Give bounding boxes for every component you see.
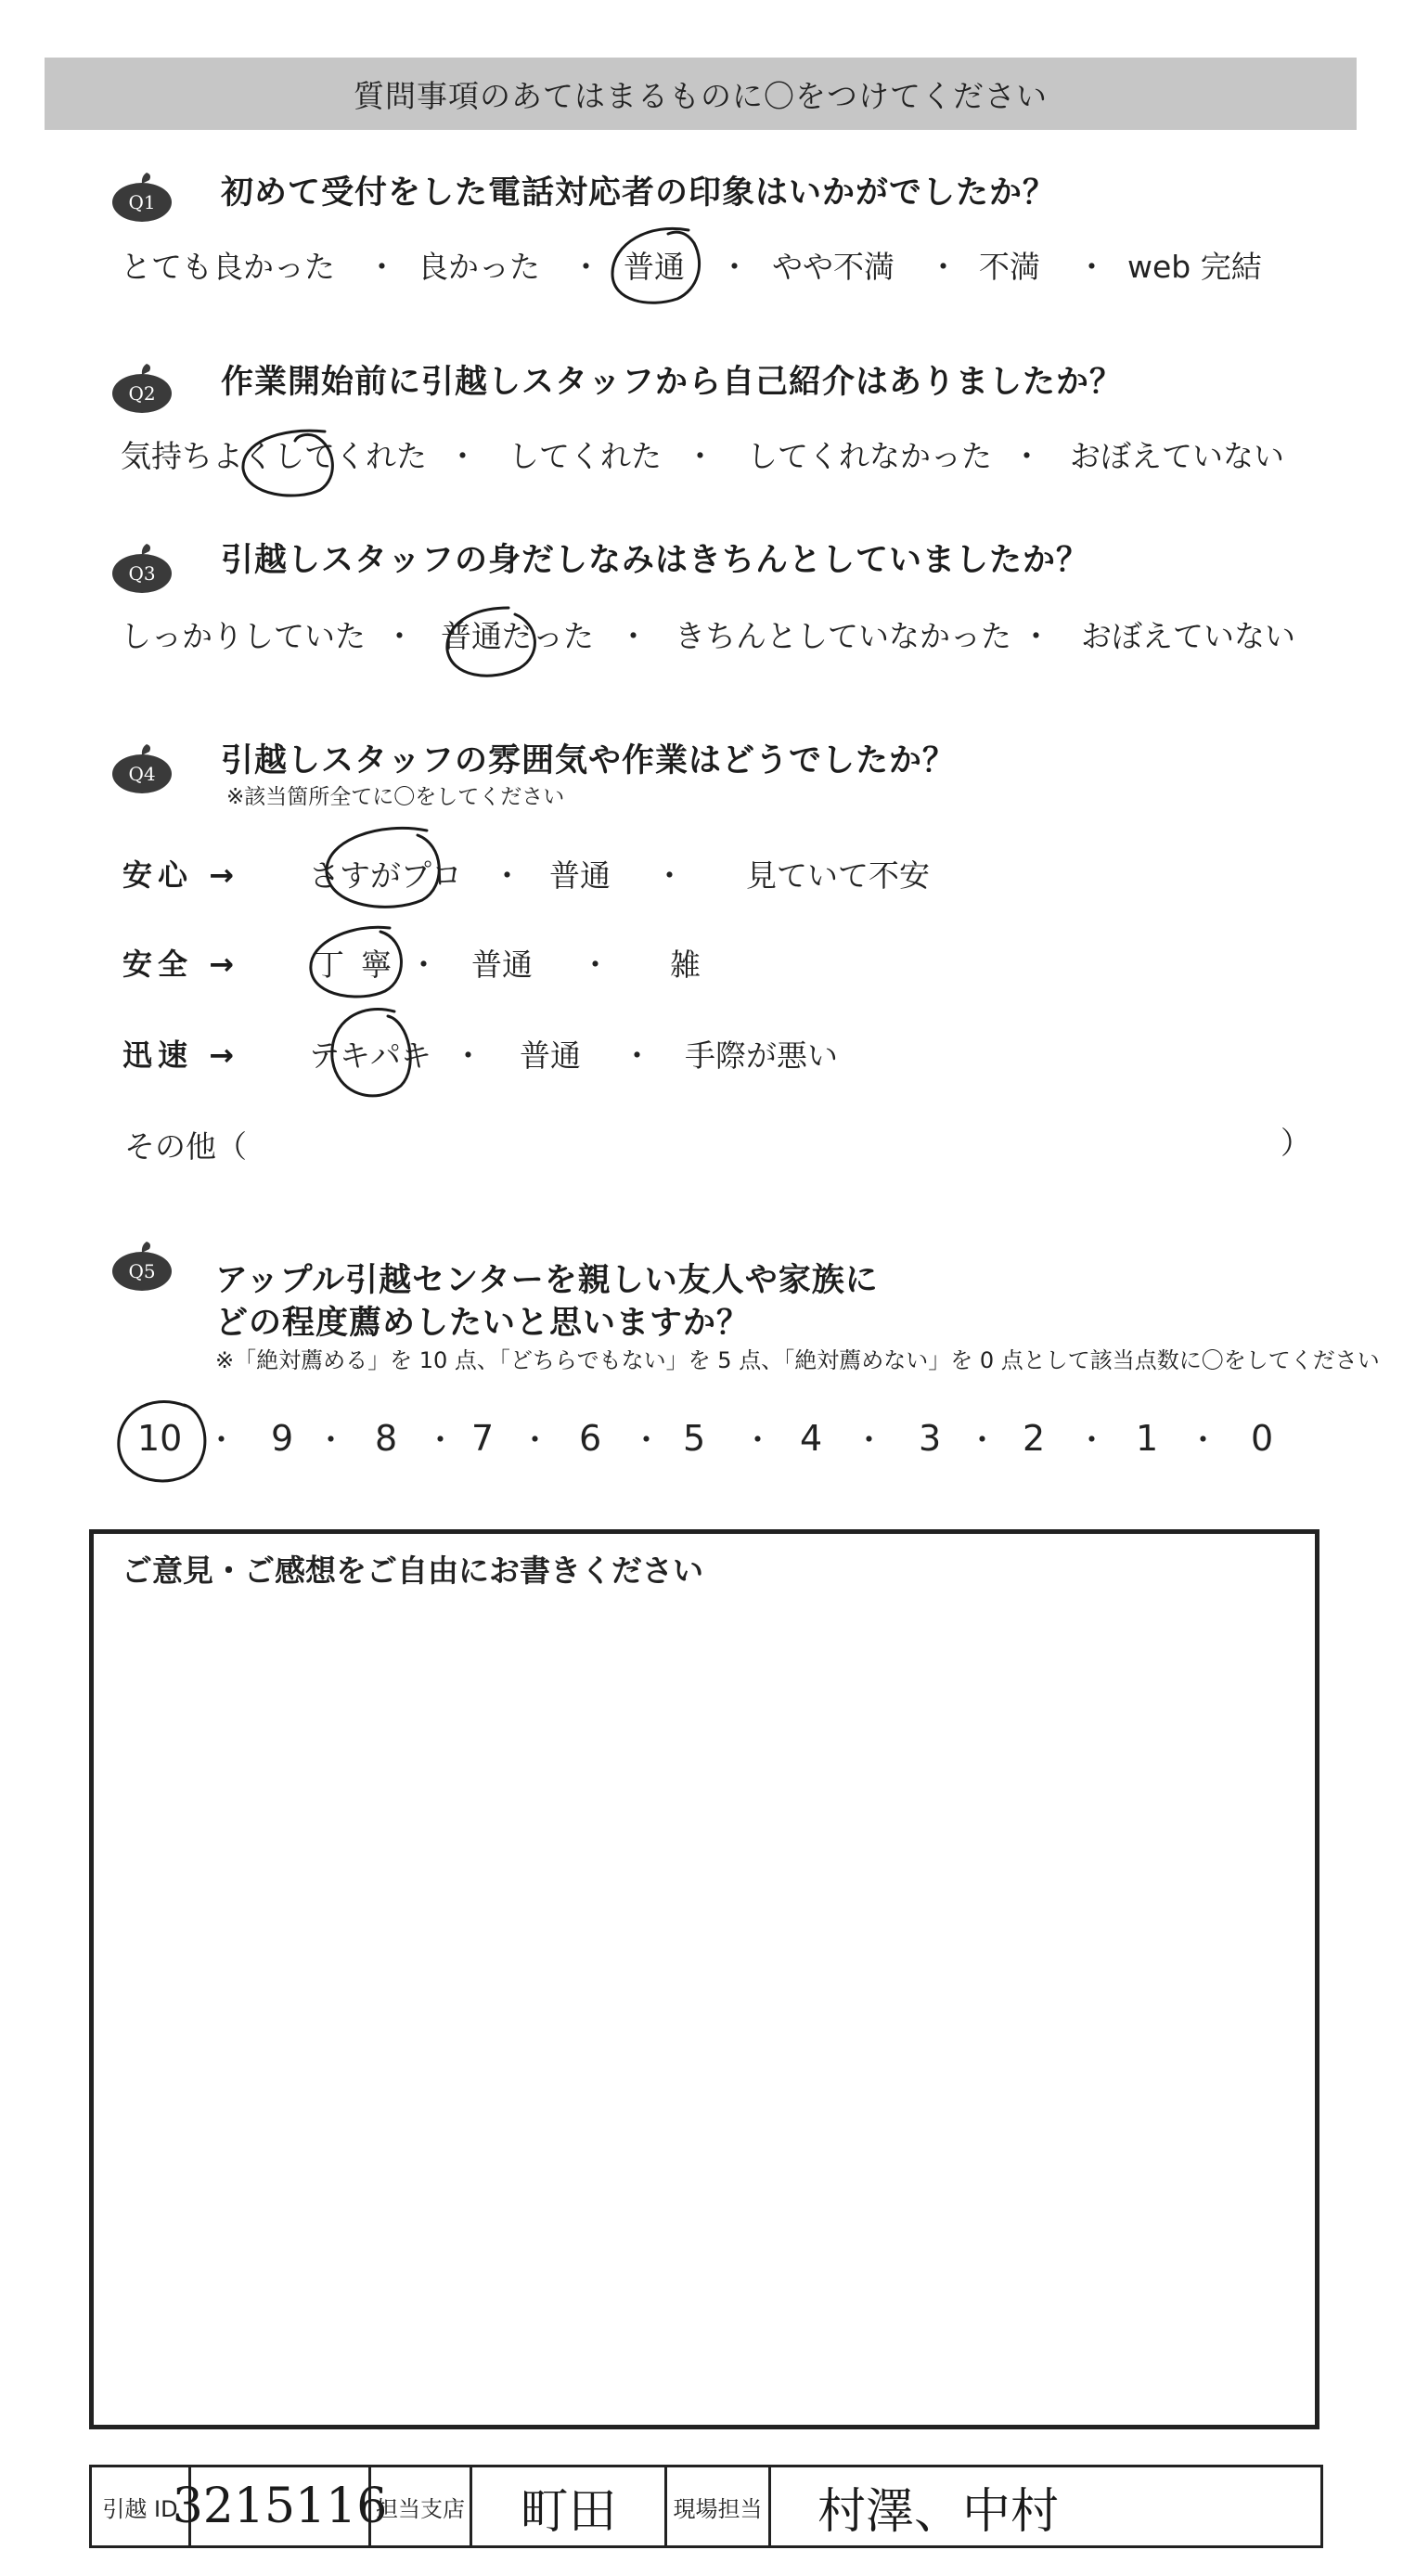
branch-label: 担当支店 [376, 2495, 465, 2522]
q5-score-1[interactable]: 1 [1136, 1418, 1159, 1459]
separator-dot: ・ [384, 618, 415, 654]
separator-dot: ・ [967, 1422, 998, 1458]
q5-note: ※「絶対薦める」を 10 点、「どちらでもない」を 5 点、「絶対薦めない」を 0 点として該当点数に〇をしてください [215, 1347, 1380, 1373]
q3-badge [100, 536, 184, 594]
separator-dot: ・ [654, 857, 685, 894]
q5-score-2[interactable]: 2 [1023, 1418, 1046, 1459]
q5-score-7[interactable]: 7 [471, 1418, 495, 1459]
comments-box[interactable] [89, 1529, 1319, 2429]
q2-option-1-selected[interactable]: 気持ちよくしてくれた [121, 438, 427, 474]
q1-option-6[interactable]: web 完結 [1127, 249, 1262, 285]
separator-dot: ・ [928, 249, 959, 285]
q4-row-label-anshin: 安心 → [122, 857, 239, 893]
q3-option-1[interactable]: しっかりしていた [121, 618, 366, 654]
q2-option-4[interactable]: おぼえていない [1070, 438, 1284, 474]
q1-title: 初めて受付をした電話対応者の印象はいかがでしたか？ [221, 174, 1057, 212]
site-value: 村澤、中村 [817, 2483, 1060, 2540]
q5-badge-label: Q5 [128, 1260, 156, 1282]
q5-score-10-selected[interactable]: 10 [137, 1418, 183, 1459]
separator-dot: ・ [315, 1422, 346, 1458]
q4-anzen-option-2[interactable]: 普通 [471, 947, 533, 983]
separator-dot: ・ [206, 1422, 237, 1458]
q1-option-3-selected[interactable]: 普通 [624, 249, 685, 285]
q5-score-8[interactable]: 8 [375, 1418, 398, 1459]
separator-dot: ・ [1188, 1422, 1218, 1458]
q5-score-3[interactable]: 3 [919, 1418, 942, 1459]
separator-dot: ・ [571, 249, 601, 285]
q4-badge-label: Q4 [128, 763, 156, 785]
q5-score-6[interactable]: 6 [579, 1418, 602, 1459]
footer-table [89, 2465, 1323, 2548]
comments-text[interactable] [122, 1599, 1287, 2406]
q1-badge-label: Q1 [128, 191, 156, 213]
q5-badge [100, 1234, 184, 1292]
separator-dot: ・ [1076, 1422, 1107, 1458]
separator-dot: ・ [854, 1422, 884, 1458]
q5-score-9[interactable]: 9 [271, 1418, 294, 1459]
q4-anshin-option-3[interactable]: 見ていて不安 [746, 857, 930, 894]
q1-option-4[interactable]: やや不満 [772, 249, 895, 285]
separator-dot: ・ [742, 1422, 773, 1458]
q1-option-2[interactable]: 良かった [418, 249, 540, 285]
move-id-cell[interactable] [172, 2467, 388, 2545]
q5-score-5[interactable]: 5 [683, 1418, 706, 1459]
q5-title-line2: どの程度薦めしたいと思いますか？ [215, 1305, 751, 1342]
separator-dot: ・ [447, 438, 478, 474]
q5-title-line1: アップル引越センターを親しい友人や家族に [215, 1262, 879, 1299]
q2-option-3[interactable]: してくれなかった [747, 438, 992, 474]
separator-dot: ・ [453, 1037, 483, 1074]
q3-badge-label: Q3 [128, 562, 156, 585]
move-id-value: 3215116 [172, 2479, 388, 2534]
site-label: 現場担当 [673, 2495, 763, 2522]
site-label-cell [667, 2467, 771, 2545]
q5-score-4[interactable]: 4 [800, 1418, 823, 1459]
site-cell[interactable] [771, 2467, 1320, 2545]
separator-dot: ・ [408, 947, 439, 983]
q2-title: 作業開始前に引越しスタッフから自己紹介はありましたか？ [221, 364, 1124, 401]
branch-cell[interactable] [472, 2467, 667, 2545]
q4-anzen-option-1-selected[interactable]: 丁寧 [314, 947, 408, 983]
separator-dot: ・ [1021, 618, 1051, 654]
separator-dot: ・ [1011, 438, 1042, 474]
branch-label-cell [371, 2467, 472, 2545]
q3-option-2-selected[interactable]: 普通だった [441, 618, 594, 654]
q4-title: 引越しスタッフの雰囲気や作業はどうでしたか？ [221, 742, 957, 779]
separator-dot: ・ [631, 1422, 662, 1458]
q1-option-1[interactable]: とても良かった [121, 249, 335, 285]
q4-jinsoku-option-3[interactable]: 手際が悪い [685, 1037, 838, 1074]
q4-anshin-option-1-selected[interactable]: さすがプロ [309, 857, 462, 894]
separator-dot: ・ [618, 618, 649, 654]
q3-option-4[interactable]: おぼえていない [1081, 618, 1295, 654]
q4-anzen-option-3[interactable]: 雑 [670, 947, 701, 983]
header-title: 質問事項のあてはまるものに〇をつけてください [354, 77, 1048, 114]
separator-dot: ・ [425, 1422, 456, 1458]
q4-badge [100, 737, 184, 794]
separator-dot: ・ [622, 1037, 652, 1074]
branch-value: 町田 [520, 2483, 617, 2540]
q4-other-close: ） [1281, 1125, 1311, 1161]
q1-badge [100, 165, 184, 223]
separator-dot: ・ [580, 947, 611, 983]
q5-score-0[interactable]: 0 [1251, 1418, 1274, 1459]
q4-row-label-anzen: 安全 → [122, 947, 239, 982]
instructions-header [45, 58, 1357, 130]
move-id-label: 引越 ID [102, 2495, 178, 2522]
comments-label: ご意見・ご感想をご自由にお書きください [122, 1552, 703, 1589]
q4-anshin-option-2[interactable]: 普通 [549, 857, 611, 894]
q4-jinsoku-option-2[interactable]: 普通 [520, 1037, 581, 1074]
q4-other-label: その他（ [124, 1128, 247, 1165]
separator-dot: ・ [1076, 249, 1107, 285]
separator-dot: ・ [719, 249, 750, 285]
q4-row-label-jinsoku: 迅速 → [122, 1037, 239, 1073]
q3-option-3[interactable]: きちんとしていなかった [675, 618, 1011, 654]
q2-badge-label: Q2 [128, 382, 156, 405]
q4-jinsoku-option-1-selected[interactable]: テキパキ [309, 1037, 431, 1074]
q2-option-2[interactable]: してくれた [508, 438, 662, 474]
separator-dot: ・ [520, 1422, 550, 1458]
separator-dot: ・ [685, 438, 715, 474]
separator-dot: ・ [492, 857, 522, 894]
separator-dot: ・ [367, 249, 397, 285]
q3-title: 引越しスタッフの身だしなみはきちんとしていましたか？ [221, 542, 1090, 579]
q4-note: ※該当箇所全てに〇をしてください [226, 785, 565, 809]
q2-badge [100, 356, 184, 414]
q1-option-5[interactable]: 不満 [979, 249, 1040, 285]
